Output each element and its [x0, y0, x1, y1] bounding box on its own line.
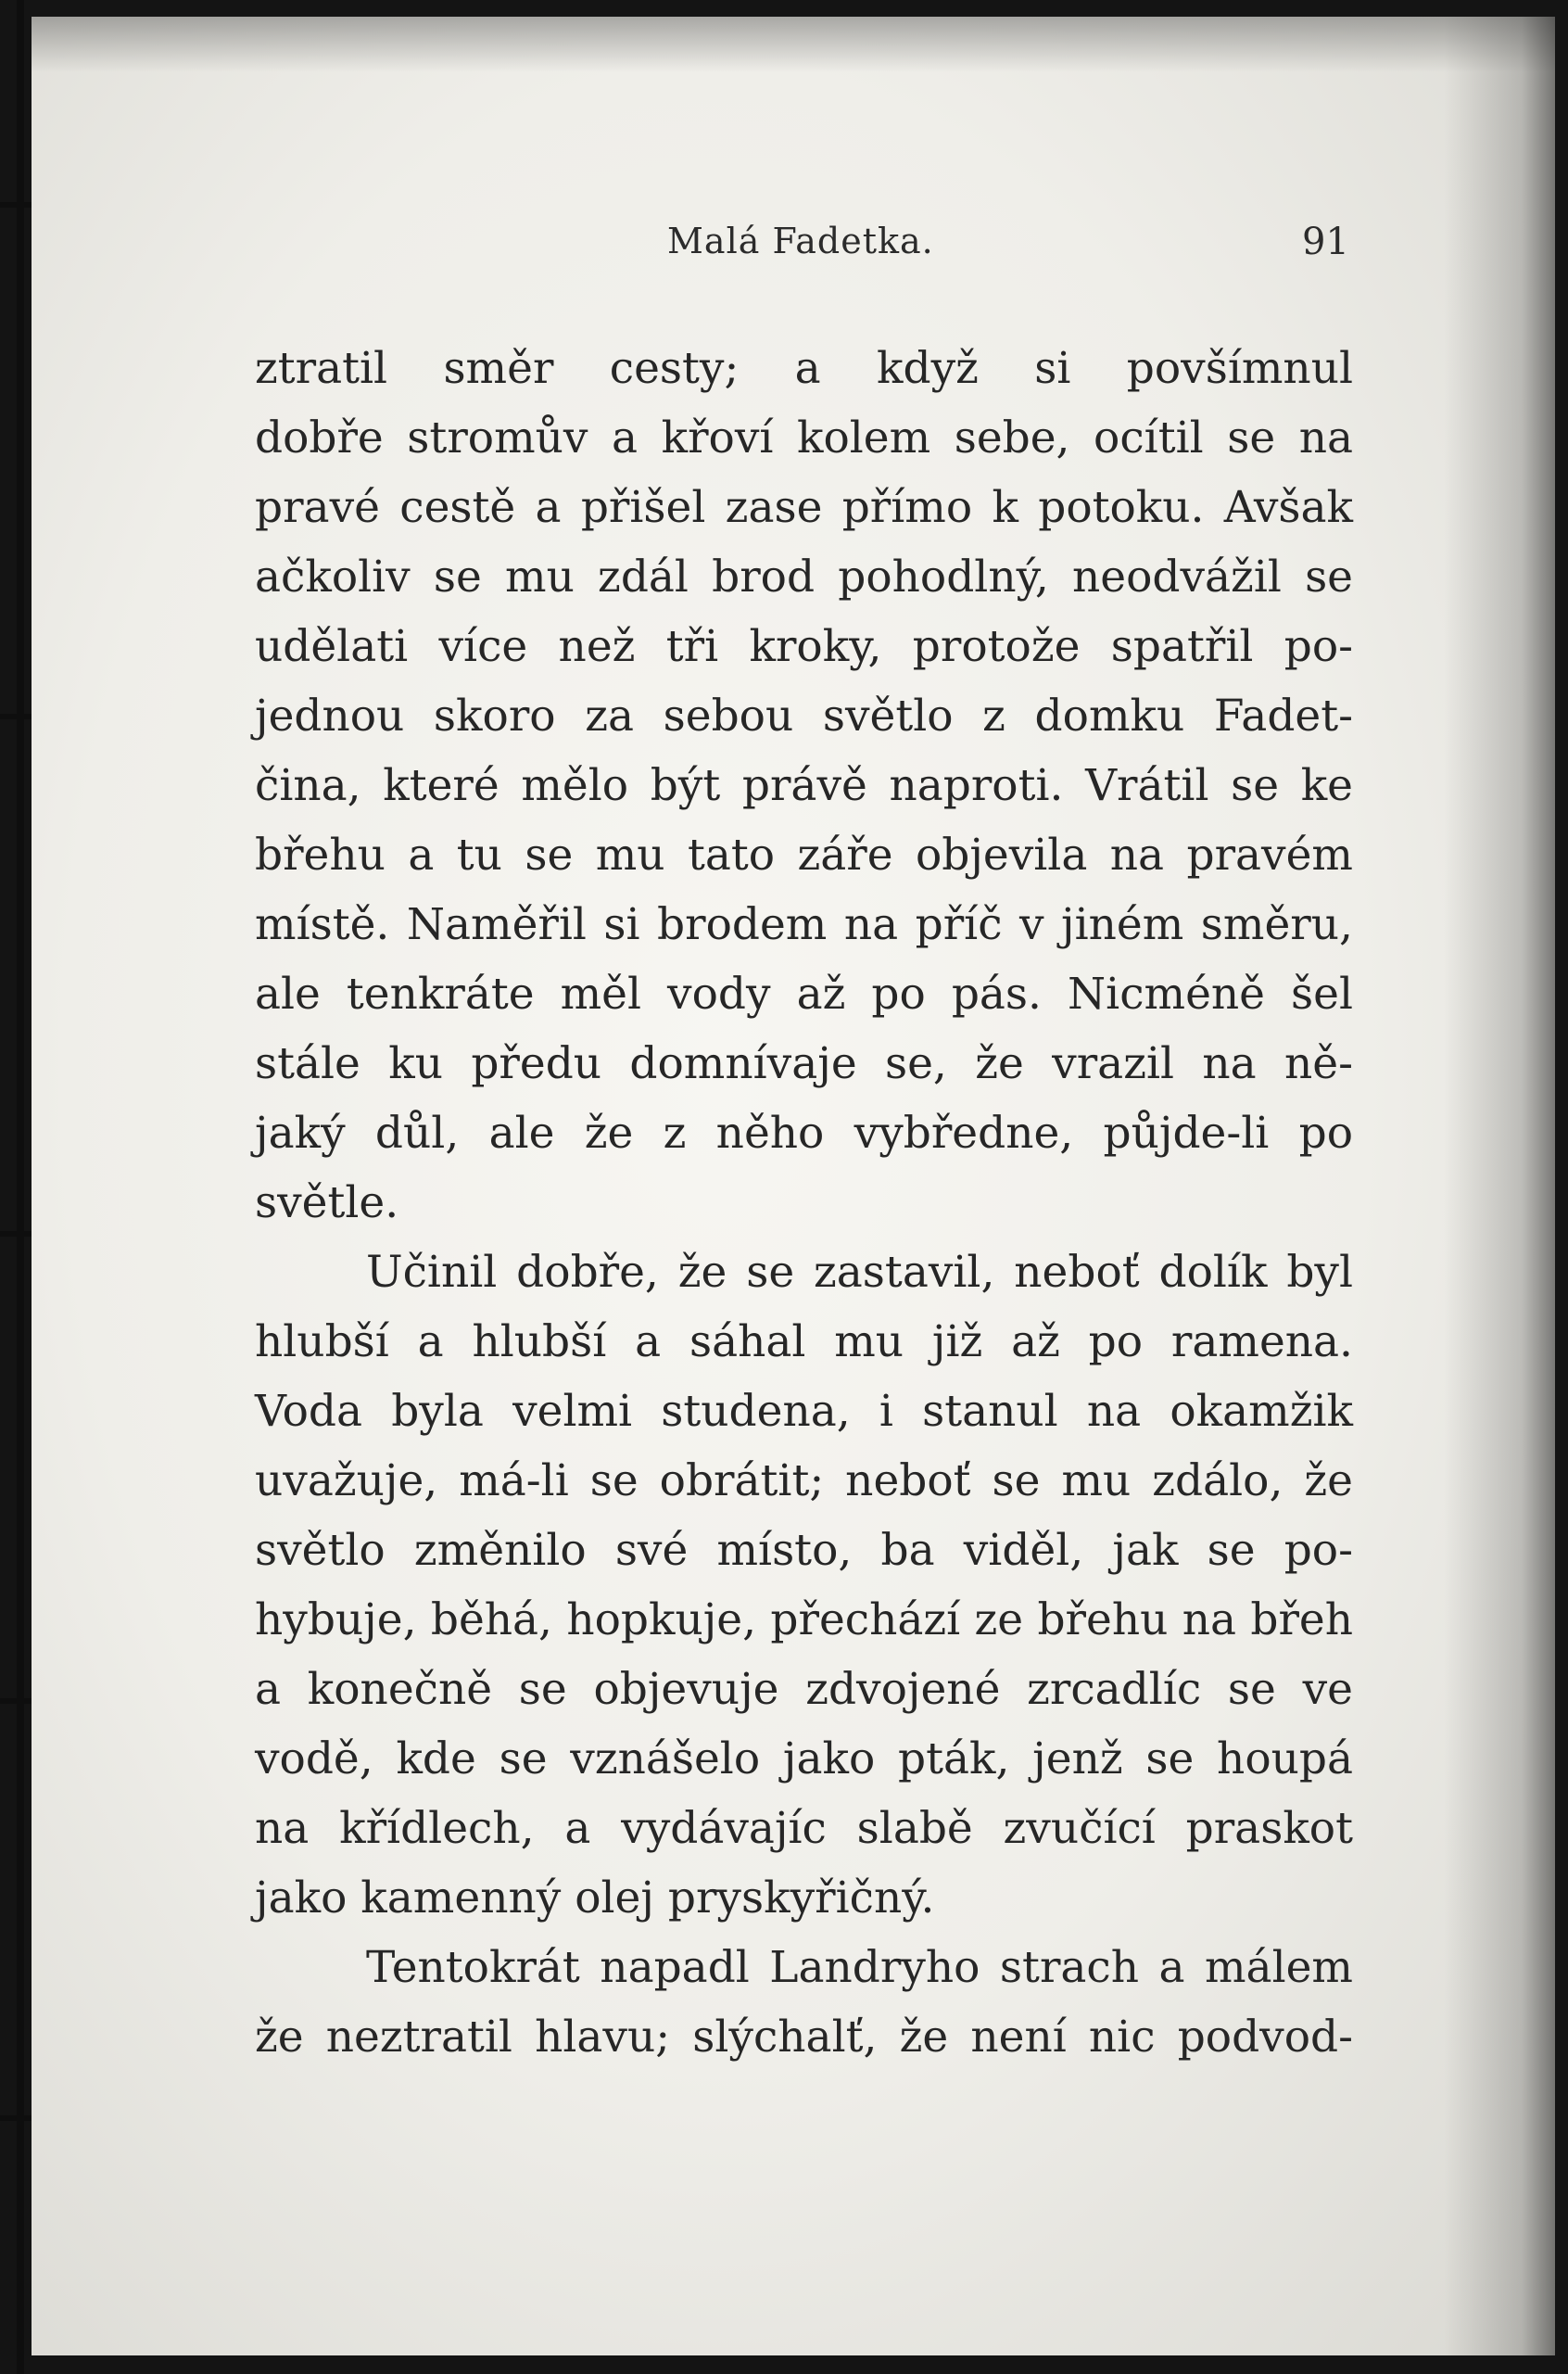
text-line: čina, které mělo být právě naproti. Vrátil se ke	[255, 760, 1353, 811]
paragraph	[255, 1238, 1353, 1933]
text-line: ztratil směr cesty; a když si povšímnul	[255, 343, 1353, 394]
text-line: a konečně se objevuje zdvojené zrcadlíc se ve	[255, 1664, 1353, 1715]
text-line: stále ku předu domnívaje se, že vrazil na ně-	[255, 1038, 1353, 1089]
text-line: dobře stromův a křoví kolem sebe, ocítil se na	[255, 413, 1353, 463]
text-line: Učinil dobře, že se zastavil, neboť dolík byl	[366, 1247, 1353, 1298]
text-line: hybuje, běhá, hopkuje, přechází ze břehu na břeh	[255, 1594, 1353, 1645]
page-number: 91	[1302, 221, 1349, 263]
text-line: Voda byla velmi studena, i stanul na okamžik	[255, 1386, 1353, 1437]
text-line: místě. Naměřil si brodem na příč v jiném směru,	[255, 899, 1353, 950]
text-line: jako kamenný olej pryskyřičný.	[255, 1873, 935, 1923]
text-line: světlo změnilo své místo, ba viděl, jak se po-	[255, 1525, 1353, 1576]
page-shadow	[1444, 17, 1555, 2355]
text-line: hlubší a hlubší a sáhal mu již až po ramena.	[255, 1316, 1353, 1367]
text-line: ačkoliv se mu zdál brod pohodlný, neodvážil se	[255, 552, 1353, 603]
page-shadow	[32, 17, 1555, 72]
binding-edge	[17, 0, 24, 2374]
text-line: na křídlech, a vydávajíc slabě zvučící praskot	[255, 1803, 1353, 1854]
running-title: Malá Fadetka.	[667, 221, 934, 261]
text-line: světle.	[255, 1177, 399, 1228]
text-line: udělati více než tři kroky, protože spatřil po-	[255, 621, 1353, 672]
text-line: jaký důl, ale že z něho vybředne, půjde-li po	[255, 1108, 1353, 1159]
text-line: ale tenkráte měl vody až po pás. Nicméně šel	[255, 969, 1353, 1020]
text-line: vodě, kde se vznášelo jako pták, jenž se houpá	[255, 1733, 1353, 1784]
body-text	[255, 334, 1353, 2072]
text-line: břehu a tu se mu tato záře objevila na pravém	[255, 830, 1353, 881]
text-line: jednou skoro za sebou světlo z domku Fadet-	[255, 691, 1353, 742]
text-line: že neztratil hlavu; slýchalť, že není nic podvod-	[255, 2012, 1353, 2063]
paragraph	[255, 1933, 1353, 2072]
text-line: Tentokrát napadl Landryho strach a málem	[366, 1942, 1353, 1993]
text-line: uvažuje, má-li se obrátit; neboť se mu zdálo, že	[255, 1455, 1353, 1506]
paragraph	[255, 334, 1353, 1238]
text-line: pravé cestě a přišel zase přímo k potoku. Avšak	[255, 482, 1353, 533]
